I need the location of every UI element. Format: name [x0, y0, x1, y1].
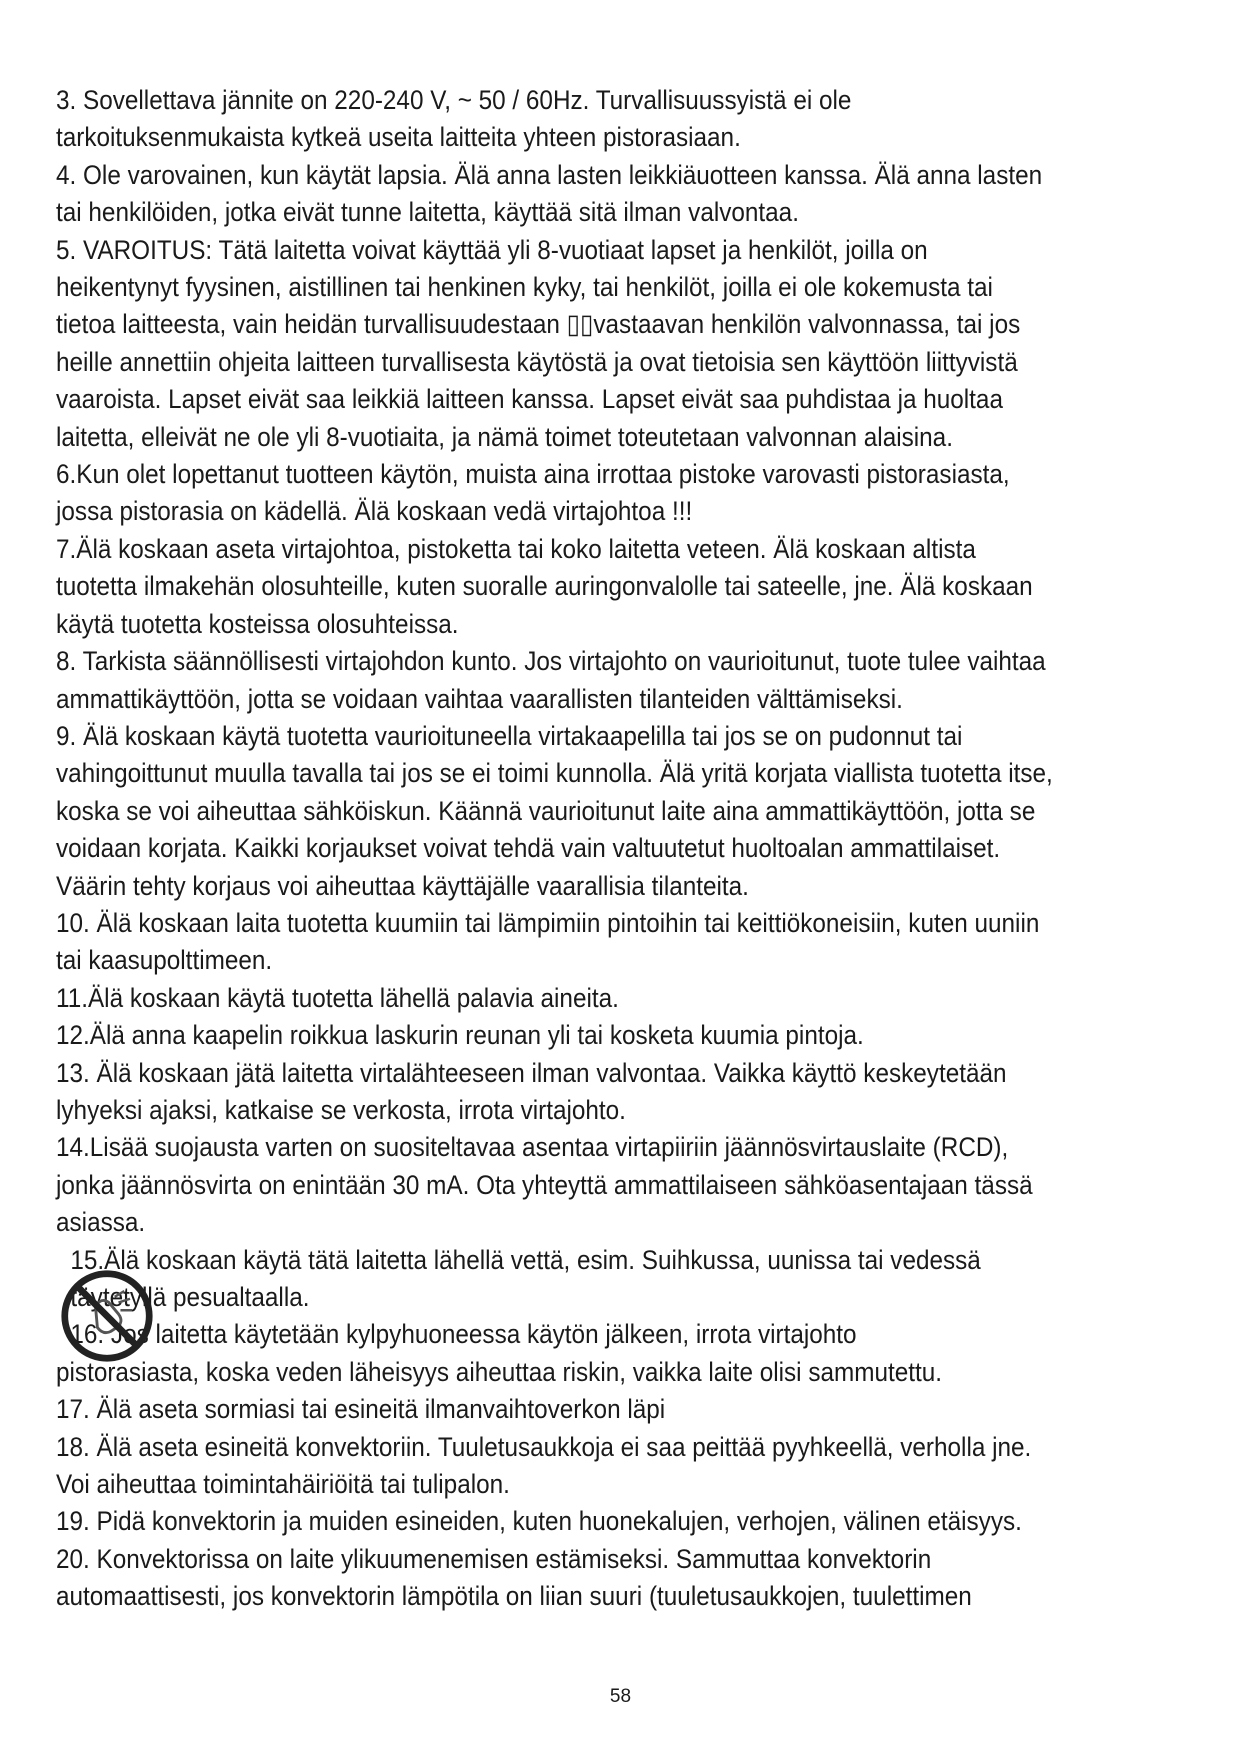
instruction-line: 5. VAROITUS: Tätä laitetta voivat käyttää yli 8-vuotiaat lapset ja henkilöt, joilla on [56, 234, 928, 265]
instruction-item [56, 1129, 1082, 1241]
instruction-line: vaaroista. Lapset eivät saa leikkiä laitteen kanssa. Lapset eivät saa puhdistaa ja huoltaa [56, 384, 1003, 415]
instruction-item [56, 1429, 1082, 1504]
instruction-item [56, 531, 1082, 643]
instruction-item [56, 456, 1082, 531]
instruction-line: heille annettiin ohjeita laitteen turvallisesta käytöstä ja ovat tietoisia sen käyttöön liittyvistä [56, 346, 1018, 377]
instruction-item [56, 1391, 1082, 1428]
safety-instructions-text [56, 82, 1082, 1616]
instruction-item [56, 1503, 1082, 1540]
instruction-line: 19. Pidä konvektorin ja muiden esineiden, kuten huonekalujen, verhojen, välinen etäisyys. [56, 1506, 1022, 1537]
instruction-line: täytetyllä pesualtaalla. [70, 1282, 310, 1312]
instruction-line: tai henkilöiden, jotka eivät tunne laitetta, käyttää sitä ilman valvontaa. [56, 197, 799, 228]
no-water-use-icon [59, 1268, 155, 1364]
instruction-line: 10. Älä koskaan laita tuotetta kuumiin tai lämpimiin pintoihin tai keittiökoneisiin, kuten uuniin [56, 907, 1040, 938]
instruction-line: Voi aiheuttaa toimintahäiriöitä tai tulipalon. [56, 1469, 510, 1500]
instruction-line: Väärin tehty korjaus voi aiheuttaa käyttäjälle vaarallisia tilanteita. [56, 870, 749, 901]
instruction-line: käytä tuotetta kosteissa olosuhteissa. [56, 608, 459, 639]
instruction-item [56, 82, 1082, 157]
instruction-line: koska se voi aiheuttaa sähköiskun. Käännä vaurioitunut laite aina ammattikäyttöön, jotta se [56, 795, 1036, 826]
instruction-line: voidaan korjata. Kaikki korjaukset voivat tehdä vain valtuutetut huoltoalan ammattilaiset. [56, 833, 1001, 864]
instruction-item [56, 1541, 1082, 1616]
instruction-line: laitetta, elleivät ne ole yli 8-vuotiaita, ja nämä toimet toteutetaan valvonnan alaisina. [56, 421, 953, 452]
instruction-line: 3. Sovellettava jännite on 220-240 V, ~ 50 / 60Hz. Turvallisuussyistä ei ole [56, 85, 852, 115]
instruction-line: 17. Älä aseta sormiasi tai esineitä ilmanvaihtoverkon läpi [56, 1394, 666, 1425]
instruction-item [56, 1055, 1082, 1130]
instruction-line: 15.Älä koskaan käytä tätä laitetta lähellä vettä, esim. Suihkussa, uunissa tai vedessä [70, 1244, 981, 1275]
instruction-line: 4. Ole varovainen, kun käytät lapsia. Älä anna lasten leikkiäuotteen kanssa. Älä anna lasten [56, 159, 1043, 190]
instruction-item [56, 718, 1082, 905]
instruction-item [56, 157, 1082, 232]
instruction-line: jossa pistorasia on kädellä. Älä koskaan vedä virtajohtoa !!! [56, 496, 693, 527]
instruction-item [56, 232, 1082, 456]
instruction-line: lyhyeksi ajaksi, katkaise se verkosta, irrota virtajohto. [56, 1094, 626, 1125]
instruction-line: jonka jäännösvirta on enintään 30 mA. Ota yhteyttä ammattilaiseen sähköasentajaan tässä [56, 1169, 1033, 1200]
instruction-line: vahingoittunut muulla tavalla tai jos se ei toimi kunnolla. Älä yritä korjata viallista tuotetta itse, [56, 758, 1053, 789]
instruction-item [56, 905, 1082, 980]
instruction-line: tuotetta ilmakehän olosuhteille, kuten suoralle auringonvalolle tai sateelle, jne. Älä koskaan [56, 571, 1033, 602]
instruction-item [56, 643, 1082, 718]
instruction-line: pistorasiasta, koska veden läheisyys aiheuttaa riskin, vaikka laite olisi sammutettu. [56, 1356, 943, 1387]
instruction-line: asiassa. [56, 1207, 146, 1238]
instruction-line: 9. Älä koskaan käytä tuotetta vaurioituneella virtakaapelilla tai jos se on pudonnut tai [56, 720, 963, 751]
instruction-line: 14.Lisää suojausta varten on suositeltavaa asentaa virtapiiriin jäännösvirtauslaite (RCD), [56, 1132, 1009, 1163]
instruction-line: 6.Kun olet lopettanut tuotteen käytön, muista aina irrottaa pistoke varovasti pistorasiasta, [56, 459, 1010, 490]
instruction-line: 18. Älä aseta esineitä konvektoriin. Tuuletusaukkoja ei saa peittää pyyhkeellä, verholla jne. [56, 1431, 1032, 1462]
instruction-line: 20. Konvektorissa on laite ylikuumenemisen estämiseksi. Sammuttaa konvektorin [56, 1543, 932, 1574]
instruction-line: 12.Älä anna kaapelin roikkua laskurin reunan yli tai kosketa kuumia pintoja. [56, 1020, 864, 1051]
instruction-line: 7.Älä koskaan aseta virtajohtoa, pistoketta tai koko laitetta veteen. Älä koskaan altista [56, 533, 976, 564]
instruction-item [56, 980, 1082, 1017]
instruction-line: 16. Jos laitetta käytetään kylpyhuoneessa käytön jälkeen, irrota virtajohto [70, 1319, 857, 1350]
instruction-line: heikentynyt fyysinen, aistillinen tai henkinen kyky, tai henkilöt, joilla ei ole kokemusta tai [56, 272, 993, 303]
instruction-line: 8. Tarkista säännöllisesti virtajohdon kunto. Jos virtajohto on vaurioitunut, tuote tulee vaihtaa [56, 646, 1046, 677]
instruction-line: ammattikäyttöön, jotta se voidaan vaihtaa vaarallisten tilanteiden välttämiseksi. [56, 683, 903, 714]
instruction-item [56, 1316, 1082, 1391]
instruction-line: 11.Älä koskaan käytä tuotetta lähellä palavia aineita. [56, 982, 619, 1013]
instruction-item [56, 1242, 1082, 1317]
instruction-line: tietoa laitteesta, vain heidän turvallisuudestaan ▯▯vastaavan henkilön valvonnassa, tai jos [56, 309, 1021, 340]
instruction-item [56, 1017, 1082, 1054]
instruction-line: tai kaasupolttimeen. [56, 945, 273, 976]
instruction-line: automaattisesti, jos konvektorin lämpötila on liian suuri (tuuletusaukkojen, tuulettimen [56, 1581, 972, 1612]
instruction-line: 13. Älä koskaan jätä laitetta virtalähteeseen ilman valvontaa. Vaikka käyttö keskeytetään [56, 1057, 1007, 1088]
instruction-line: tarkoituksenmukaista kytkeä useita laitteita yhteen pistorasiaan. [56, 122, 741, 153]
page-number: 58 [609, 1686, 632, 1707]
